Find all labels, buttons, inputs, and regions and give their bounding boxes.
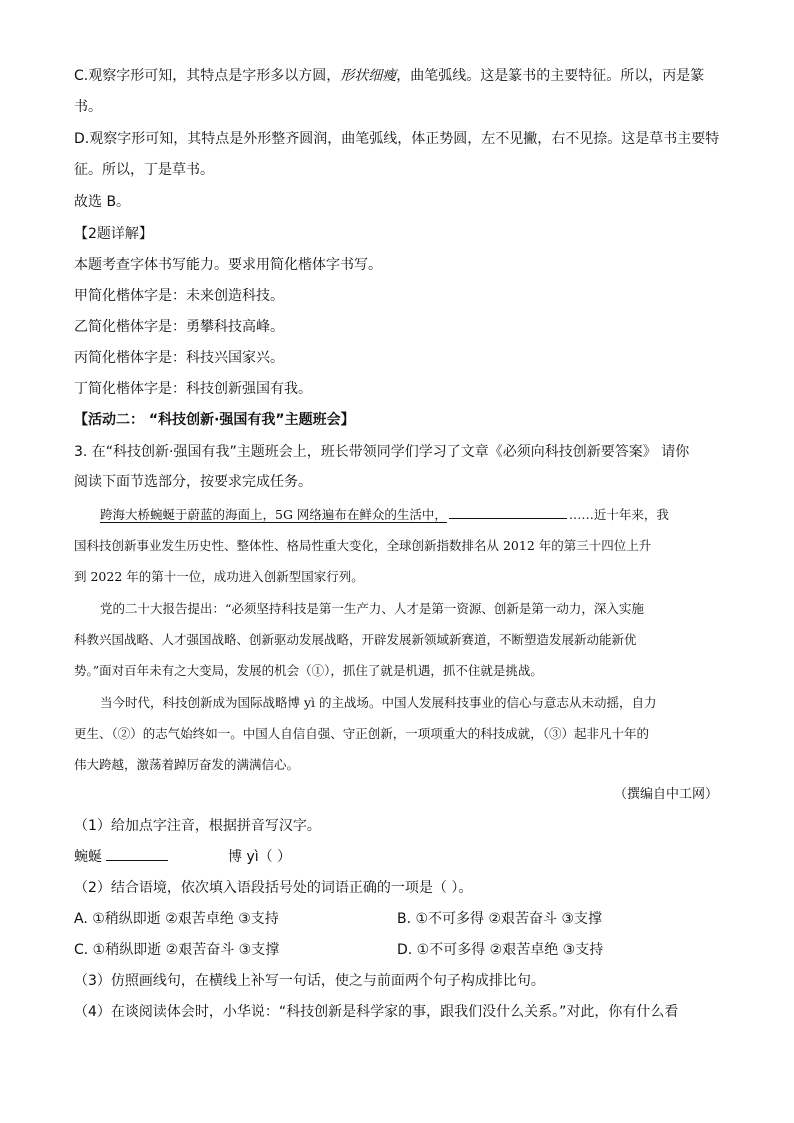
q2-detail-item-bing: 丙简化楷体字是：科技兴国家兴。 bbox=[74, 350, 284, 366]
passage-p2-line3: 势。”面对百年未有之大变局，发展的机会（①），抓住了就是机遇，抓不住就是挑战。 bbox=[74, 663, 543, 678]
passage-p1-line1 bbox=[100, 506, 669, 524]
passage-p1-line3: 到 2022 年的第十一位，成功进入创新型国家行列。 bbox=[74, 569, 364, 584]
passage-source: （撰编自中工网） bbox=[613, 787, 718, 802]
answer-text: 故选 B。 bbox=[74, 194, 131, 210]
choice-option-b[interactable]: B. ①不可多得 ②艰苦奋斗 ③支撑 bbox=[397, 911, 603, 927]
passage-p3-line2: 更生、（②）的志气始终如一。中国人自信自强、守正创新，一项项重大的科技成就，（③）起非凡十年的 bbox=[74, 726, 650, 741]
passage-p2-line1: 党的二十大报告提出：“必须坚持科技是第一生产力、人才是第一资源、创新是第一动力，深入实施 bbox=[100, 601, 644, 616]
passage-p3-line1: 当今时代，科技创新成为国际战略博 yì 的主战场。中国人发展科技事业的信心与意志从未动摇，自力 bbox=[100, 695, 657, 710]
option-c-analysis-prefix: C.观察字形可知，其特点是字形多以方圆， bbox=[74, 68, 341, 84]
choice-option-d[interactable]: D. ①不可多得 ②艰苦卓绝 ③支持 bbox=[397, 942, 604, 958]
choice-option-a[interactable]: A. ①稍纵即逝 ②艰苦卓绝 ③支持 bbox=[74, 911, 279, 927]
passage-underlined-sentence: 跨海大桥蜿蜒于蔚蓝的海面上，5G 网络遍布在鲜众的生活中， bbox=[100, 507, 447, 522]
passage-p3-line3: 伟大跨越，激荡着踔厉奋发的满满信心。 bbox=[74, 757, 300, 772]
pinyin-word-wanyan: 蜿蜒 bbox=[74, 849, 102, 865]
option-c-analysis-line2: 书。 bbox=[74, 99, 102, 115]
sub-question-4: （4）在谈阅读体会时，小华说：“科技创新是科学家的事，跟我们没什么关系。”对此，你有什么看 bbox=[74, 1004, 679, 1020]
q3-intro-line1: 3. 在“科技创新·强国有我”主题班会上，班长带领同学们学习了文章《必须向科技创新要答案》 请你 bbox=[74, 444, 690, 460]
activity2-heading: 【活动二： “科技创新·强国有我”主题班会】 bbox=[74, 412, 355, 428]
option-c-analysis bbox=[74, 66, 704, 86]
sub-question-3: （3）仿照画线句，在横线上补写一句话，使之与前面两个句子构成排比句。 bbox=[74, 973, 545, 989]
q2-detail-intro: 本题考查字体书写能力。要求用简化楷体字书写。 bbox=[74, 257, 382, 273]
passage-p1-after-blank: ……近十年来，我 bbox=[568, 507, 669, 522]
q2-detail-item-yi: 乙简化楷体字是：勇攀科技高峰。 bbox=[74, 319, 284, 335]
sub-question-2: （2）结合语境，依次填入语段括号处的词语正确的一项是（ ）。 bbox=[74, 880, 473, 896]
option-c-analysis-italic: 形状细瘦 bbox=[340, 68, 397, 84]
option-d-analysis-line2: 征。所以，丁是草书。 bbox=[74, 162, 214, 178]
passage-p1-line2: 国科技创新事业发生历史性、整体性、格局性重大变化，全球创新指数排名从 2012 年的第三十四位上升 bbox=[74, 538, 652, 553]
sub-question-1-items bbox=[74, 847, 291, 867]
sub-question-1: （1）给加点字注音，根据拼音写汉字。 bbox=[74, 818, 321, 834]
pinyin-answer-blank[interactable] bbox=[106, 848, 168, 861]
hanzi-word-boyi: 博 yì（ ） bbox=[228, 849, 292, 865]
passage-fill-blank[interactable] bbox=[449, 506, 567, 519]
passage-p2-line2: 科教兴国战略、人才强国战略、创新驱动发展战略，开辟发展新领域新赛道，不断塑造发展新动能新优 bbox=[74, 632, 637, 647]
q3-intro-line2: 阅读下面节选部分，按要求完成任务。 bbox=[74, 474, 312, 490]
choice-option-c[interactable]: C. ①稍纵即逝 ②艰苦奋斗 ③支撑 bbox=[74, 942, 280, 958]
q2-detail-item-jia: 甲简化楷体字是：未来创造科技。 bbox=[74, 288, 284, 304]
q2-detail-item-ding: 丁简化楷体字是：科技创新强国有我。 bbox=[74, 381, 312, 397]
q2-detail-heading: 【2题详解】 bbox=[74, 226, 153, 242]
option-d-analysis: D.观察字形可知，其特点是外形整齐圆润，曲笔弧线，体正势圆，左不见撇，右不见捺。这是草书主要特 bbox=[74, 131, 720, 147]
option-c-analysis-suffix: ，曲笔弧线。这是篆书的主要特征。所以，丙是篆 bbox=[396, 68, 705, 84]
